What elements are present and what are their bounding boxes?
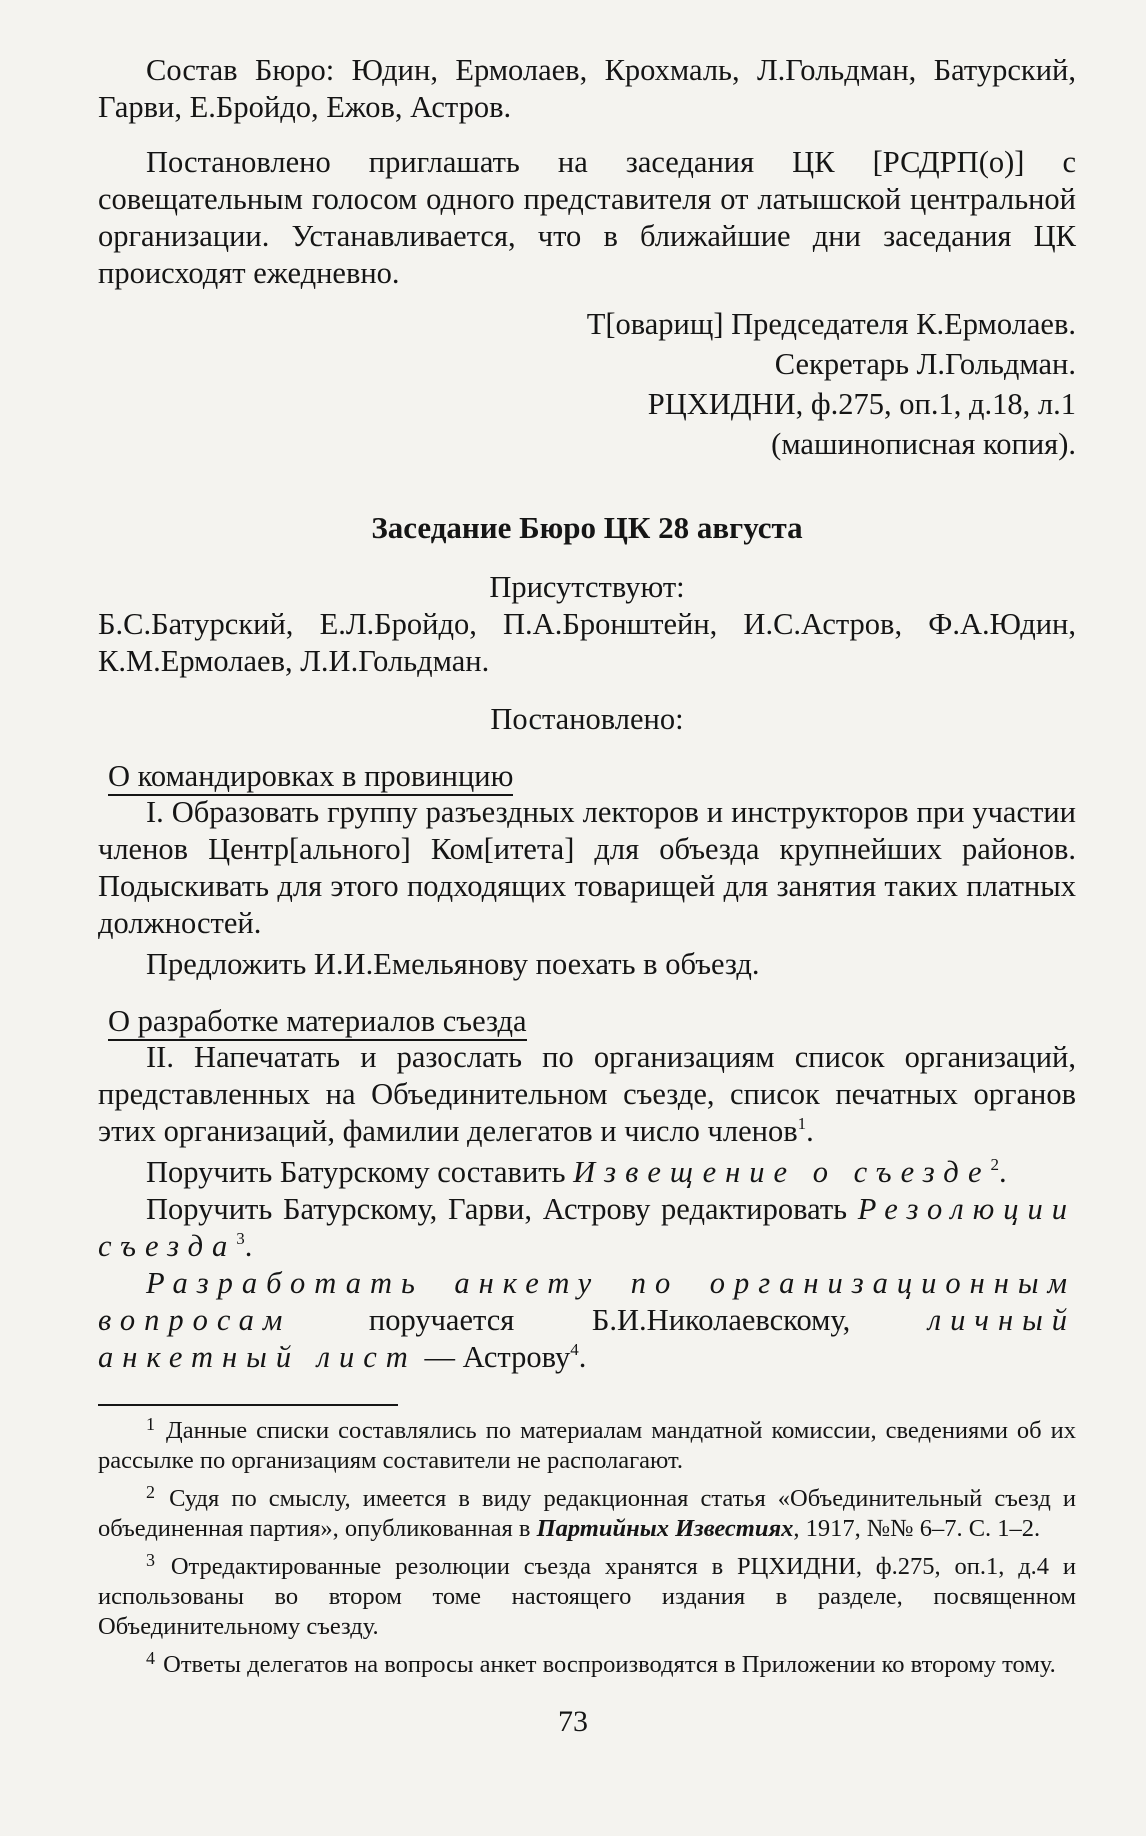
page-number: 73 (558, 1705, 588, 1738)
task-3: Разработать анкету по организационным вопросам поручается Б.И.Николаевскому, личный анкетный лист — Астрову$^4$. (98, 1266, 1076, 1374)
bureau-composition: Состав Бюро: Юдин, Ермолаев, Крохмаль, Л.Гольдман, Батурский, Гарви, Е.Бройдо, Ежов, Астров. (98, 53, 1076, 124)
task-1-text: Поручить Батурскому составить (146, 1155, 574, 1189)
task-1-emphasis: Извещение о съезде (573, 1155, 991, 1189)
signature-secretary: Секретарь Л.Гольдман. (774, 347, 1076, 381)
task-1: Поручить Батурскому составить Извещение о съезде$^2$. (146, 1155, 1007, 1189)
footnote-3 (98, 1552, 1076, 1642)
task-2-text: Поручить Батурскому, Гарви, Астрову редактировать (146, 1192, 858, 1226)
footnote-2-text: Судя по смыслу, имеется в виду редакционная статья «Объединительный съезд и объединенная партия», опубликованная в (98, 1485, 1076, 1542)
task-2-emphasis: Резолюции съезда (98, 1192, 1076, 1263)
footnote-ref-1: 1 (797, 1114, 807, 1133)
footnote-4 (98, 1650, 1076, 1680)
footnote-4-number: 4 (146, 1648, 155, 1668)
footnote-ref-4: 4 (570, 1340, 579, 1359)
footnote-4-text: Ответы делегатов на вопросы анкет воспроизводятся в Приложении ко второму тому. (163, 1651, 1056, 1678)
footnote-1-text: Данные списки составлялись по материалам мандатной комиссии, сведениями об их рассылке по организациям составители не располагают. (98, 1417, 1076, 1474)
section-item-1: I. Образовать группу разъездных лекторов и инструкторов при участии членов Центр[ального] Ком[итета] для объезда крупнейших районов. Подыскивать для этого подходящих товарищей для занятия таких платных должностей. (98, 795, 1076, 940)
section-title-provinces-text: О командировках в провинцию (108, 759, 513, 796)
archive-note: (машинописная копия). (771, 427, 1076, 461)
section-proposal-1: Предложить И.И.Емельянову поехать в объезд. (146, 947, 760, 981)
footnote-ref-3: 3 (236, 1229, 245, 1248)
footnote-1-number: 1 (146, 1414, 155, 1434)
signature-block (98, 304, 1076, 464)
task-3-emphasis-2: личный анкетный лист (98, 1303, 1076, 1374)
footnote-divider (98, 1404, 398, 1406)
footnote-2-source-title: Партийных Известиях (536, 1515, 794, 1542)
footnote-2-text-end: , 1917, №№ 6–7. С. 1–2. (793, 1515, 1041, 1542)
resolved-label: Постановлено: (490, 702, 684, 736)
task-3-emphasis: Разработать анкету по организационным вопросам (98, 1266, 1076, 1337)
footnote-3-number: 3 (146, 1550, 155, 1570)
section-title-provinces (98, 758, 1076, 794)
signature-chair: Т[оварищ] Председателя К.Ермолаев. (586, 307, 1076, 341)
section-item-2: II. Напечатать и разослать по организациям список организаций, представленных на Объединительном съезде, список печатных органов этих организаций, фамилии делегатов и число членов$^1$. (98, 1040, 1076, 1148)
footnote-2 (98, 1484, 1076, 1544)
archive-reference: РЦХИДНИ, ф.275, оп.1, д.18, л.1 (647, 387, 1076, 421)
footnote-2-number: 2 (146, 1482, 155, 1502)
section-title-materials (98, 1003, 1076, 1039)
section-item-2-text: II. Напечатать и разослать по организациям список организаций, представленных на Объединительном съезде, список печатных органов этих организаций, фамилии делегатов и число членов (98, 1040, 1076, 1148)
task-3-text: поручается Б.И.Николаевскому, (291, 1303, 928, 1337)
footnote-ref-2: 2 (990, 1155, 1000, 1174)
present-names: Б.С.Батурский, Е.Л.Бройдо, П.А.Бронштейн, И.С.Астров, Ф.А.Юдин, К.М.Ермолаев, Л.И.Гольдман. (98, 607, 1076, 678)
footnote-3-text: Отредактированные резолюции съезда хранятся в РЦХИДНИ, ф.275, оп.1, д.4 и использованы во втором томе настоящего издания в разделе, посвященном Объединительному съезду. (98, 1553, 1077, 1640)
present-label: Присутствуют: (489, 570, 685, 604)
task-3-end: — Астрову (416, 1340, 571, 1374)
bureau-resolution: Постановлено приглашать на заседания ЦК [РСДРП(о)] с совещательным голосом одного представителя от латышской центральной организации. Устанавливается, что в ближайшие дни заседания ЦК происходят ежедневно. (98, 145, 1076, 290)
section-title-materials-text: О разработке материалов съезда (108, 1004, 527, 1041)
meeting-title: Заседание Бюро ЦК 28 августа (371, 510, 803, 545)
task-2: Поручить Батурскому, Гарви, Астрову редактировать Резолюции съезда$^3$. (98, 1192, 1076, 1263)
footnote-1 (98, 1416, 1076, 1476)
